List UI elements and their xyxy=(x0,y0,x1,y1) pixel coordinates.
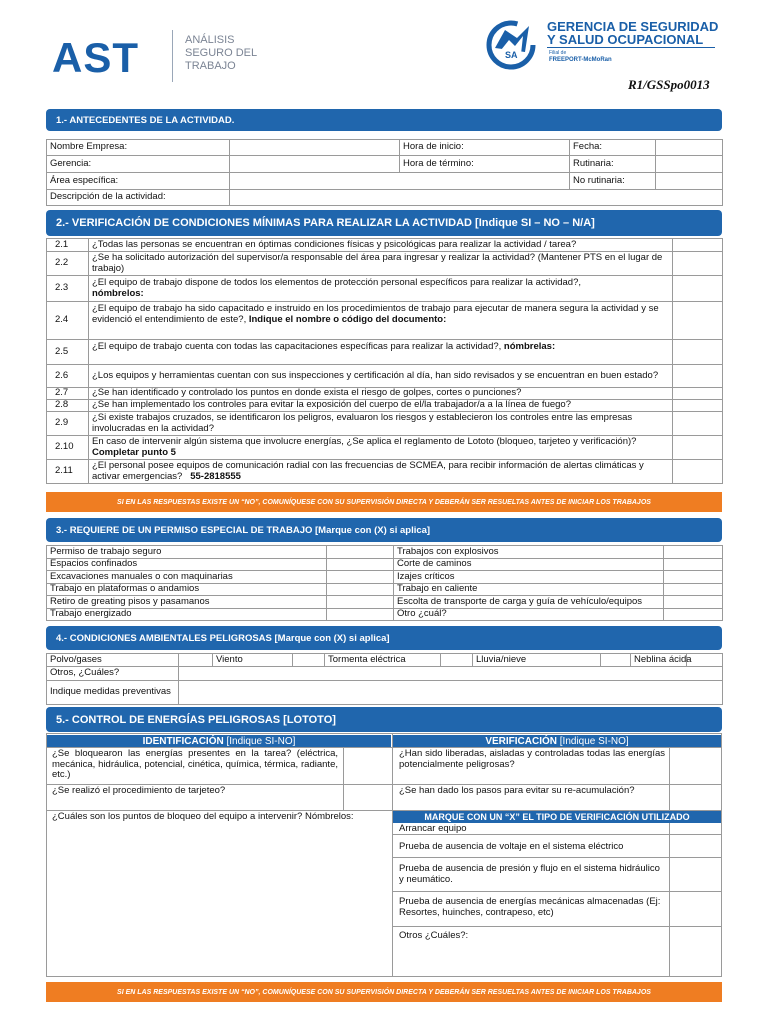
logo-divider xyxy=(172,30,173,82)
label-no-rutinaria: No rutinaria: xyxy=(570,173,656,190)
label-rutinaria: Rutinaria: xyxy=(570,156,656,173)
item-text: ¿El equipo de trabajo dispone de todos los elementos de protección personal específicos para realizar la actividad?, nómbrelos: xyxy=(89,276,673,302)
section-5-panel xyxy=(46,733,722,977)
verif-type: Prueba de ausencia de presión y flujo en el sistema hidráulico y neumático. xyxy=(399,863,660,885)
section-2-table xyxy=(46,238,723,484)
answer-reacumulacion[interactable] xyxy=(670,785,721,810)
question-puntos-bloqueo: ¿Cuáles son los puntos de bloqueo del equipo a intervenir? Nómbrelos: xyxy=(52,811,354,822)
otros-label: Otros, ¿Cuáles? xyxy=(47,667,179,681)
question-tarjeteo: ¿Se realizó el procedimiento de tarjeteo? xyxy=(52,785,226,796)
warning-banner: SI EN LAS RESPUESTAS EXISTE UN “NO”, COMUNÍQUESE CON SU SUPERVISIÓN DIRECTA Y DEBERÁN SER RESUELTAS ANTES DE INICIAR LOS TRABAJOS xyxy=(46,492,722,512)
org-emblem-icon xyxy=(485,18,541,70)
item-text: ¿Se han identificado y controlado los puntos en donde exista el riesgo de golpes, cortes o punciones? xyxy=(89,388,673,400)
condition-check[interactable] xyxy=(601,654,631,667)
label-hora-termino: Hora de término: xyxy=(400,156,570,173)
input-descripcion[interactable] xyxy=(230,190,723,206)
answer-cell[interactable] xyxy=(673,388,723,400)
answer-cell[interactable] xyxy=(673,460,723,484)
page-header xyxy=(0,0,768,104)
permit-check[interactable] xyxy=(327,583,394,596)
item-num: 2.11 xyxy=(47,460,89,484)
label-fecha: Fecha: xyxy=(570,140,656,156)
svg-text:SA: SA xyxy=(505,50,518,60)
condition-check[interactable] xyxy=(293,654,325,667)
item-text: ¿Los equipos y herramientas cuentan con sus inspecciones y certificación al día, han sido revisados y se encuentran en buen estado? xyxy=(89,365,673,388)
permit-check[interactable] xyxy=(327,571,394,584)
answer-cell[interactable] xyxy=(673,239,723,252)
answer-cell[interactable] xyxy=(673,365,723,388)
answer-cell[interactable] xyxy=(673,340,723,365)
item-num: 2.9 xyxy=(47,412,89,436)
section-1-title: 1.- ANTECEDENTES DE LA ACTIVIDAD. xyxy=(46,109,722,131)
input-fecha[interactable] xyxy=(656,140,723,156)
answer-energias[interactable] xyxy=(344,748,392,784)
label-descripcion: Descripción de la actividad: xyxy=(47,190,230,206)
item-text: ¿Si existe trabajos cruzados, se identificaron los peligros, evaluaron los riesgos y establecieron los controles entre las empresas involucradas en la actividad? xyxy=(89,412,673,436)
verif-type: Prueba de ausencia de energías mecánicas almacenadas (Ej: Resortes, huinches, contrapeso, etc) xyxy=(399,896,661,918)
answer-cell[interactable] xyxy=(673,252,723,276)
warning-banner-bottom: SI EN LAS RESPUESTAS EXISTE UN “NO”, COMUNÍQUESE CON SU SUPERVISIÓN DIRECTA Y DEBERÁN SER RESUELTAS ANTES DE INICIAR LOS TRABAJOS xyxy=(46,982,722,1002)
item-text: ¿Todas las personas se encuentran en óptimas condiciones físicas y psicológicas para realizar la actividad / tarea? xyxy=(89,239,673,252)
item-text: ¿Se ha solicitado autorización del supervisor/a responsable del área para ingresar y realizar la actividad? (Mantener PTS en el lugar de trabajo) xyxy=(89,252,673,276)
org-affiliate: Filial de xyxy=(549,50,567,56)
permit-label: Excavaciones manuales o con maquinarias xyxy=(47,571,327,584)
condition-label: Lluvia/nieve xyxy=(473,654,601,667)
permit-check[interactable] xyxy=(327,546,394,559)
ident-header: IDENTIFICACIÓN [Indique SI-NO] xyxy=(47,735,391,747)
permit-check[interactable] xyxy=(664,583,723,596)
answer-tarjeteo[interactable] xyxy=(344,785,392,810)
permit-label: Trabajos con explosivos xyxy=(394,546,664,559)
verif-header: VERIFICACIÓN [Indique SI-NO] xyxy=(393,735,721,747)
label-area: Área específica: xyxy=(47,173,230,190)
verif-type: Prueba de ausencia de voltaje en el sistema eléctrico xyxy=(399,841,624,852)
ast-subtitle: ANÁLISIS SEGURO DEL TRABAJO xyxy=(185,34,258,72)
permit-label: Permiso de trabajo seguro xyxy=(47,546,327,559)
item-num: 2.8 xyxy=(47,400,89,412)
condition-label: Tormenta eléctrica xyxy=(325,654,441,667)
section-4-table xyxy=(46,653,723,705)
item-num: 2.4 xyxy=(47,302,89,340)
permit-label: Otro ¿cuál? xyxy=(394,608,664,621)
verif-type: Arrancar equipo xyxy=(399,823,467,834)
input-gerencia[interactable] xyxy=(230,156,400,173)
item-text: ¿El equipo de trabajo cuenta con todas las capacitaciones específicas para realizar la actividad?, nómbrelas: xyxy=(89,340,673,365)
verif-check[interactable] xyxy=(670,823,721,834)
answer-cell[interactable] xyxy=(673,436,723,460)
label-hora-inicio: Hora de inicio: xyxy=(400,140,570,156)
item-text: ¿El equipo de trabajo ha sido capacitado e instruido en los procedimientos de trabajo para ejecutar de manera segura la actividad y se evidenció el entendimiento de este?, Indique el nombre o código del documento: xyxy=(89,302,673,340)
permit-check[interactable] xyxy=(664,571,723,584)
medidas-label: Indique medidas preventivas xyxy=(47,681,179,705)
org-underline xyxy=(547,47,715,48)
permit-label: Trabajo energizado xyxy=(47,608,327,621)
permit-check[interactable] xyxy=(664,546,723,559)
condition-label: Viento xyxy=(213,654,293,667)
verif-check[interactable] xyxy=(670,835,721,857)
permit-label: Escolta de transporte de carga y guía de vehículo/equipos xyxy=(394,596,664,609)
label-gerencia: Gerencia: xyxy=(47,156,230,173)
verif-check[interactable] xyxy=(670,892,721,926)
permit-check[interactable] xyxy=(664,608,723,621)
check-rutinaria[interactable] xyxy=(656,156,723,173)
item-num: 2.7 xyxy=(47,388,89,400)
permit-check[interactable] xyxy=(327,596,394,609)
verif-check[interactable] xyxy=(670,858,721,891)
item-num: 2.2 xyxy=(47,252,89,276)
item-text: En caso de intervenir algún sistema que involucre energías, ¿Se aplica el reglamento de Lototo (bloqueo, tarjeteo y verificación)? Completar punto 5 xyxy=(89,436,673,460)
permit-check[interactable] xyxy=(327,558,394,571)
answer-liberadas[interactable] xyxy=(670,748,721,784)
answer-cell[interactable] xyxy=(673,276,723,302)
permit-label: Izajes críticos xyxy=(394,571,664,584)
check-no-rutinaria[interactable] xyxy=(656,173,723,190)
permit-label: Trabajo en caliente xyxy=(394,583,664,596)
section-3-table xyxy=(46,545,723,621)
answer-cell[interactable] xyxy=(673,302,723,340)
answer-cell[interactable] xyxy=(673,400,723,412)
question-energias: ¿Se bloquearon las energías presentes en la tarea? (eléctrica, mecánica, hidráulica, potencial, cinética, química, térmica, radiante, etc.) xyxy=(52,748,338,780)
condition-check[interactable] xyxy=(441,654,473,667)
answer-cell[interactable] xyxy=(673,412,723,436)
question-liberadas: ¿Han sido liberadas, aisladas y controladas todas las energías potencialmente peligrosas? xyxy=(399,748,665,770)
verif-check[interactable] xyxy=(670,927,721,975)
document-code: R1/GSSpo0013 xyxy=(628,77,710,92)
question-reacumulacion: ¿Se han dado los pasos para evitar su re-acumulación? xyxy=(399,785,635,796)
section-2-title: 2.- VERIFICACIÓN DE CONDICIONES MÍNIMAS PARA REALIZAR LA ACTIVIDAD [Indique SI – NO – N/A] xyxy=(46,210,722,236)
section-1-table xyxy=(46,139,723,206)
puntos-bloqueo-input[interactable] xyxy=(48,824,391,974)
org-parent: FREEPORT-McMoRan xyxy=(549,57,612,63)
permit-label: Corte de caminos xyxy=(394,558,664,571)
item-text: ¿Se han implementado los controles para evitar la exposición del cuerpo de el/la trabajador/a a la línea de fuego? xyxy=(89,400,673,412)
input-empresa[interactable] xyxy=(230,140,400,156)
item-text: ¿El personal posee equipos de comunicación radial con las frecuencias de SCMEA, para recibir información de alertas climáticas y activar emergencias? 55-2818555 xyxy=(89,460,673,484)
section-5-title: 5.- CONTROL DE ENERGÍAS PELIGROSAS [LOTOTO] xyxy=(46,707,722,732)
item-num: 2.10 xyxy=(47,436,89,460)
condition-label: Polvo/gases xyxy=(47,654,179,667)
permit-label: Retiro de greating pisos y pasamanos xyxy=(47,596,327,609)
condition-check[interactable] xyxy=(179,654,213,667)
section-4-title: 4.- CONDICIONES AMBIENTALES PELIGROSAS [Marque con (X) si aplica] xyxy=(46,626,722,650)
ast-logo: AST xyxy=(52,34,139,81)
permit-label: Trabajo en plataformas o andamios xyxy=(47,583,327,596)
org-title: GERENCIA DE SEGURIDAD Y SALUD OCUPACIONAL xyxy=(547,19,719,47)
medidas-input[interactable] xyxy=(179,681,723,705)
permit-check[interactable] xyxy=(664,558,723,571)
item-num: 2.5 xyxy=(47,340,89,365)
condition-label: Neblina ácida xyxy=(631,654,687,667)
item-num: 2.6 xyxy=(47,365,89,388)
verif-type: Otros ¿Cuáles?: xyxy=(399,930,469,941)
item-num: 2.3 xyxy=(47,276,89,302)
permit-check[interactable] xyxy=(327,608,394,621)
marque-header: MARQUE CON UN “X” EL TIPO DE VERIFICACIÓN UTILIZADO xyxy=(393,811,721,823)
otros-input[interactable] xyxy=(179,667,723,681)
item-num: 2.1 xyxy=(47,239,89,252)
section-3-title: 3.- REQUIERE DE UN PERMISO ESPECIAL DE TRABAJO [Marque con (X) si aplica] xyxy=(46,518,722,542)
permit-check[interactable] xyxy=(664,596,723,609)
label-empresa: Nombre Empresa: xyxy=(47,140,230,156)
input-area[interactable] xyxy=(230,173,570,190)
divider xyxy=(392,734,393,976)
permit-label: Espacios confinados xyxy=(47,558,327,571)
